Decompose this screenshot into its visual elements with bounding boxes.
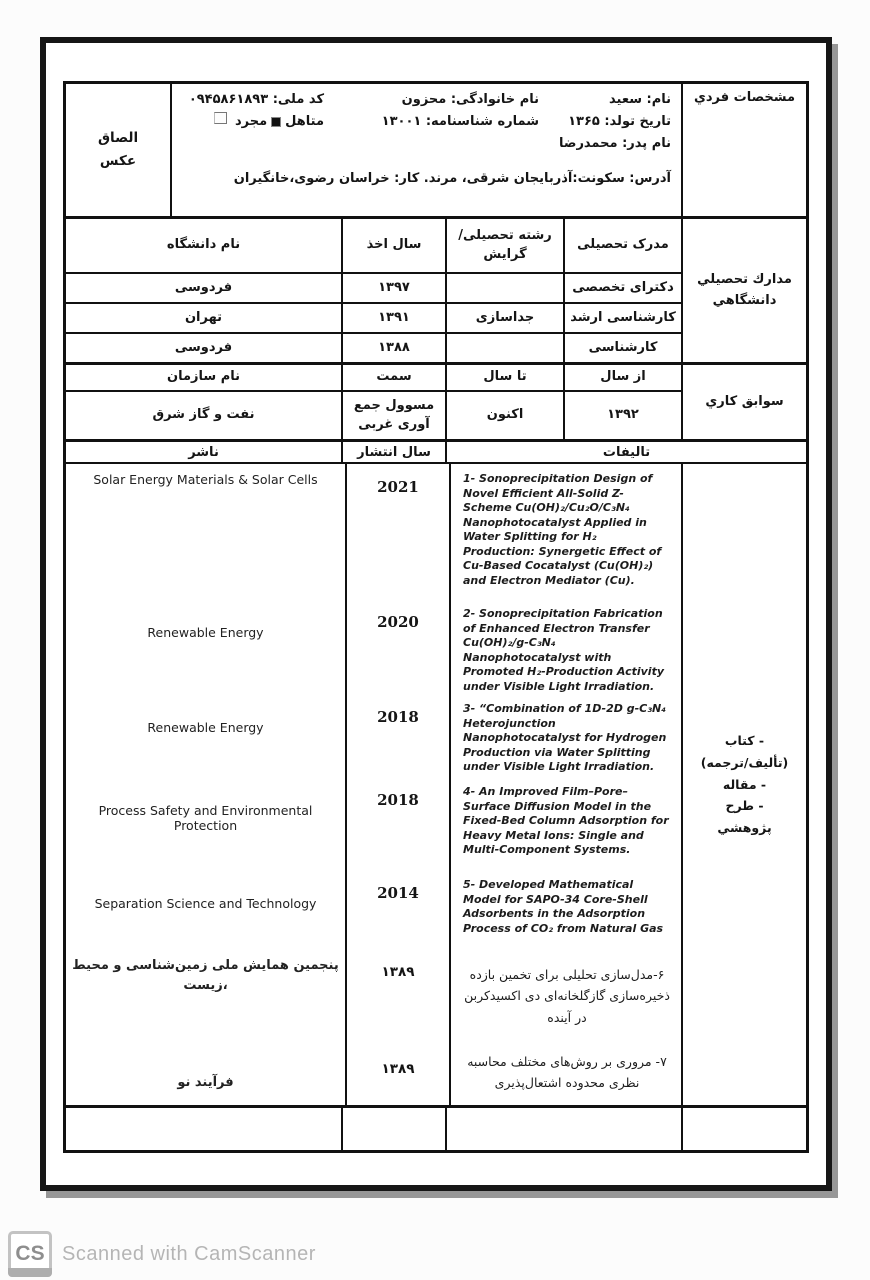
single-checkbox-empty xyxy=(214,112,227,124)
field-value: جداسازی xyxy=(445,304,563,332)
scanned-page xyxy=(40,37,832,1191)
father-name: نام پدر: محمدرضا xyxy=(559,136,671,151)
publisher-name: فرآیند نو xyxy=(177,1075,234,1090)
publisher-name: پنجمین همایش ملی زمین‌شناسی و محیط زیست، xyxy=(72,958,339,994)
education-row-msc xyxy=(66,302,681,332)
publish-year: 2014 xyxy=(345,870,449,950)
personal-section xyxy=(66,84,806,216)
publications-section-label xyxy=(681,464,806,1105)
field-value xyxy=(445,334,563,362)
publication-title: 4- An Improved Film–Pore–Surface Diffusion Model in the Fixed-Bed Column Adsorption for Heavy Metal Ions: Single and Multi-Component Systems. xyxy=(449,777,681,870)
header-grad-year: سال اخذ xyxy=(341,219,445,272)
publication-title: ۷- مروری بر روش‌های مختلف محاسبه نظری محدوده اشتعال‌پذیری xyxy=(449,1047,681,1105)
photo-attach-line1: الصاق xyxy=(97,130,139,147)
empty-works-cell xyxy=(445,1108,681,1150)
single-label: مجرد xyxy=(234,114,268,129)
organization-value: نفت و گاز شرق xyxy=(152,407,255,423)
publisher-name: Separation Science and Technology xyxy=(94,896,317,911)
married-label: متاهل xyxy=(285,114,324,129)
degree-value: دکترای تخصصی xyxy=(563,274,681,302)
from-year-value: ۱۳۹۲ xyxy=(563,392,681,439)
married-checkbox-checked xyxy=(271,117,281,127)
education-section xyxy=(66,216,806,362)
publication-title: 2- Sonoprecipitation Fabrication of Enhanced Electron Transfer Cu(OH)₂/g-C₃N₄ Nanophotocatalyst with Promoted H₂-Production Activity under Visible Light Irradiation. xyxy=(449,599,681,694)
personal-section-label: مشخصات فردي xyxy=(681,84,806,216)
pub-label-plan: - طرح xyxy=(725,798,764,814)
work-section xyxy=(66,362,806,439)
publish-year: ۱۳۸۹ xyxy=(345,950,449,1047)
publish-year: 2018 xyxy=(345,777,449,870)
header-position: سمت xyxy=(341,365,445,390)
education-row-phd xyxy=(66,272,681,302)
header-field xyxy=(445,219,563,272)
header-from-year: از سال xyxy=(563,365,681,390)
work-table xyxy=(66,365,681,439)
education-table xyxy=(66,219,681,362)
header-field-line2: گرایش xyxy=(483,246,527,262)
grad-year-value: ۱۳۹۷ xyxy=(341,274,445,302)
pub-label-book: - كتاب xyxy=(724,732,765,748)
header-degree: مدرک تحصیلی xyxy=(563,219,681,272)
publish-year: 2020 xyxy=(345,599,449,694)
national-code: کد ملی: ۰۹۴۵۸۶۱۸۹۳ xyxy=(188,92,324,107)
education-header-row xyxy=(66,219,681,272)
header-works: تاليفات xyxy=(445,442,806,462)
pub-label-article: - مقاله xyxy=(722,776,767,792)
empty-publisher-cell xyxy=(66,1108,341,1150)
work-row xyxy=(66,390,681,439)
publish-year: ۱۳۸۹ xyxy=(345,1047,449,1105)
publications-grid xyxy=(66,464,681,1105)
family-name: نام خانوادگی: محزون xyxy=(401,92,539,107)
header-publish-year: سال انتشار xyxy=(341,442,445,462)
degree-value: کارشناسی xyxy=(563,334,681,362)
personal-row-2 xyxy=(178,114,671,129)
photo-attach-line2: عکس xyxy=(99,153,137,169)
university-value: تهران xyxy=(184,309,223,325)
pub-label-plan-sub: پژوهشي xyxy=(717,820,772,836)
camscanner-text: Scanned with CamScanner xyxy=(62,1242,316,1265)
education-row-bsc xyxy=(66,332,681,362)
publisher-name: Renewable Energy xyxy=(147,625,264,640)
personal-row-1 xyxy=(178,92,671,107)
grad-year-value: ۱۳۹۱ xyxy=(341,304,445,332)
publication-title: 1- Sonoprecipitation Design of Novel Efficient All-Solid Z-Scheme Cu(OH)₂/Cu₂O/C₃N₄ Nanophotocatalyst Applied in Water Splitting for H₂ Production: Synergetic Effect of Cu-Based Cocatalyst (Cu(OH)₂) and Electron Mediator (Cu). xyxy=(449,464,681,599)
publications-header-row xyxy=(66,439,806,462)
pub-label-book-sub: (تأليف/ترجمه) xyxy=(700,754,789,770)
university-value: فردوسی xyxy=(174,339,233,355)
marital-status xyxy=(178,114,324,129)
work-header-row xyxy=(66,365,681,390)
publisher-name: Renewable Energy xyxy=(147,720,264,735)
education-label-line2: دانشگاهي xyxy=(712,292,777,308)
education-label-line1: مدارك تحصيلي xyxy=(697,271,792,287)
grad-year-value: ۱۳۸۸ xyxy=(341,334,445,362)
empty-label-cell xyxy=(681,1108,806,1150)
university-value: فردوسی xyxy=(174,279,233,295)
camscanner-logo-icon: CS xyxy=(8,1231,52,1277)
publish-year: 2018 xyxy=(345,694,449,777)
to-year-value: اکنون xyxy=(445,392,563,439)
empty-row xyxy=(66,1105,806,1150)
publisher-name: Solar Energy Materials & Solar Cells xyxy=(93,472,318,487)
education-section-label xyxy=(681,219,806,362)
header-university: نام دانشگاه xyxy=(166,237,241,253)
camscanner-footer xyxy=(8,1231,316,1277)
birth-date: تاریخ تولد: ۱۳۶۵ xyxy=(568,114,671,129)
header-publisher: ناشر xyxy=(188,444,219,460)
personal-row-3 xyxy=(178,136,671,151)
publication-title: 5- Developed Mathematical Model for SAPO-34 Core-Shell Adsorbents in the Adsorption Process of CO₂ from Natural Gas xyxy=(449,870,681,950)
id-number: شماره شناسنامه: ۱۳۰۰۱ xyxy=(381,114,539,129)
first-name: نام: سعید xyxy=(609,92,671,107)
empty-year-cell xyxy=(341,1108,445,1150)
work-section-label: سوابق كاري xyxy=(681,365,806,439)
header-field-line1: رشته تحصیلی/ xyxy=(458,227,552,243)
field-value xyxy=(445,274,563,302)
position-value: مسوول جمع آوری غربی xyxy=(341,392,445,439)
publish-year: 2021 xyxy=(345,464,449,599)
publication-title: 3- “Combination of 1D-2D g-C₃N₄ Heterojunction Nanophotocatalyst for Hydrogen Production via Water Splitting under Visible Light Irradiation. xyxy=(449,694,681,777)
degree-value: کارشناسی ارشد xyxy=(563,304,681,332)
address: آدرس: سکونت:آذربایجان شرقی، مرند. کار: خراسان رضوی،خانگیران xyxy=(233,171,671,186)
publications-section xyxy=(66,462,806,1105)
cv-form-table xyxy=(63,81,809,1153)
header-to-year: تا سال xyxy=(445,365,563,390)
personal-info xyxy=(172,84,681,216)
publisher-name: Process Safety and Environmental Protection xyxy=(98,803,313,833)
photo-attach-box xyxy=(66,84,172,216)
header-organization: نام سازمان xyxy=(167,369,240,385)
publication-title: ۶-مدل‌سازی تحلیلی برای تخمین بازده ذخیره‌سازی گازگلخانه‌ای دی اکسیدکربن در آینده xyxy=(449,950,681,1047)
